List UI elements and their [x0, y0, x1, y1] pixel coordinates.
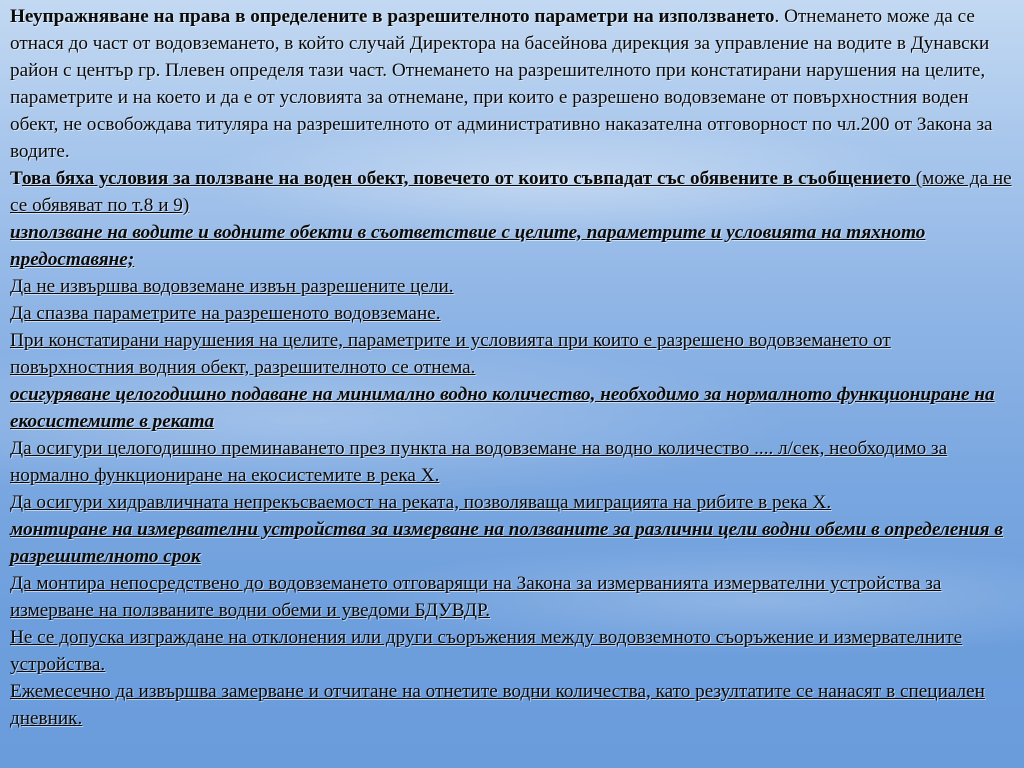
conditions-paragraph: [10, 165, 1014, 219]
section-item: При констатирани нарушения на целите, параметрите и условията при които е разрешено водовземането от повърхностния водния обект, разрешителното се отнема.: [10, 330, 891, 378]
intro-text: Отнемането може да се отнася до част от водовземането, в който случай Директора на басейнова дирекция за управление на водите в Дунавски район с център гр. Плевен определя тази част. Отнемането на разрешителното при констатирани нарушения на целите, параметрите и на което и да е от условията за отнемане, при които е разрешено водовземане от повърхностния воден обект, не освобождава титуляра на разрешителното от административно наказателна отговорност по чл.200 от Закона за водите.: [10, 6, 993, 162]
intro-heading-tail: .: [774, 6, 780, 27]
intro-paragraph: [10, 3, 1014, 165]
section-item: Ежемесечно да извършва замерване и отчитане на отнетите водни количества, като резултатите се нанасят в специален дневник.: [10, 681, 985, 729]
section-item: Не се допуска изграждане на отклонения или други съоръжения между водовземното съоръжение и измервателните устройства.: [10, 627, 963, 675]
section-title-metering: монтиране на измервателни устройства за измерване на ползваните за различни цели водни обеми в определения в разрешителното срок: [10, 519, 1003, 567]
conditions-note: (може да не се обявяват по т.8 и 9): [10, 168, 1012, 216]
conditions-heading: ова бяха условия за ползване на воден обект, повечето от които съвпадат със обявените в съобщението: [21, 168, 911, 189]
section-item: Да спазва параметрите на разрешеното водовземане.: [10, 303, 441, 324]
section-item: Да монтира непосредствено до водовземането отговарящи на Закона за измерванията измервателни устройства за измерване на ползваните водни обеми и уведоми БДУВДР.: [10, 573, 942, 621]
intro-heading: Неупражняване на права в определените в разрешителното параметри на използването: [10, 6, 775, 27]
section-item: Да не извършва водовземане извън разрешените цели.: [10, 276, 454, 297]
section-title-usage: използване на водите и водните обекти в съответствие с целите, параметрите и условията на тяхното предоставяне;: [10, 222, 926, 270]
conditions-first-letter: Т: [10, 168, 22, 189]
section-item: Да осигури хидравличната непрекъсваемост на реката, позволяваща миграцията на рибите в река Х.: [10, 492, 832, 513]
section-title-minimum-flow: осигуряване целогодишно подаване на минимално водно количество, необходимо за нормалното функциониране на екосистемите в реката: [10, 384, 995, 432]
section-item: Да осигури целогодишно преминаването през пункта на водовземане на водно количество .... л/сек, необходимо за нормално функциониране на екосистемите в река Х.: [10, 438, 948, 486]
